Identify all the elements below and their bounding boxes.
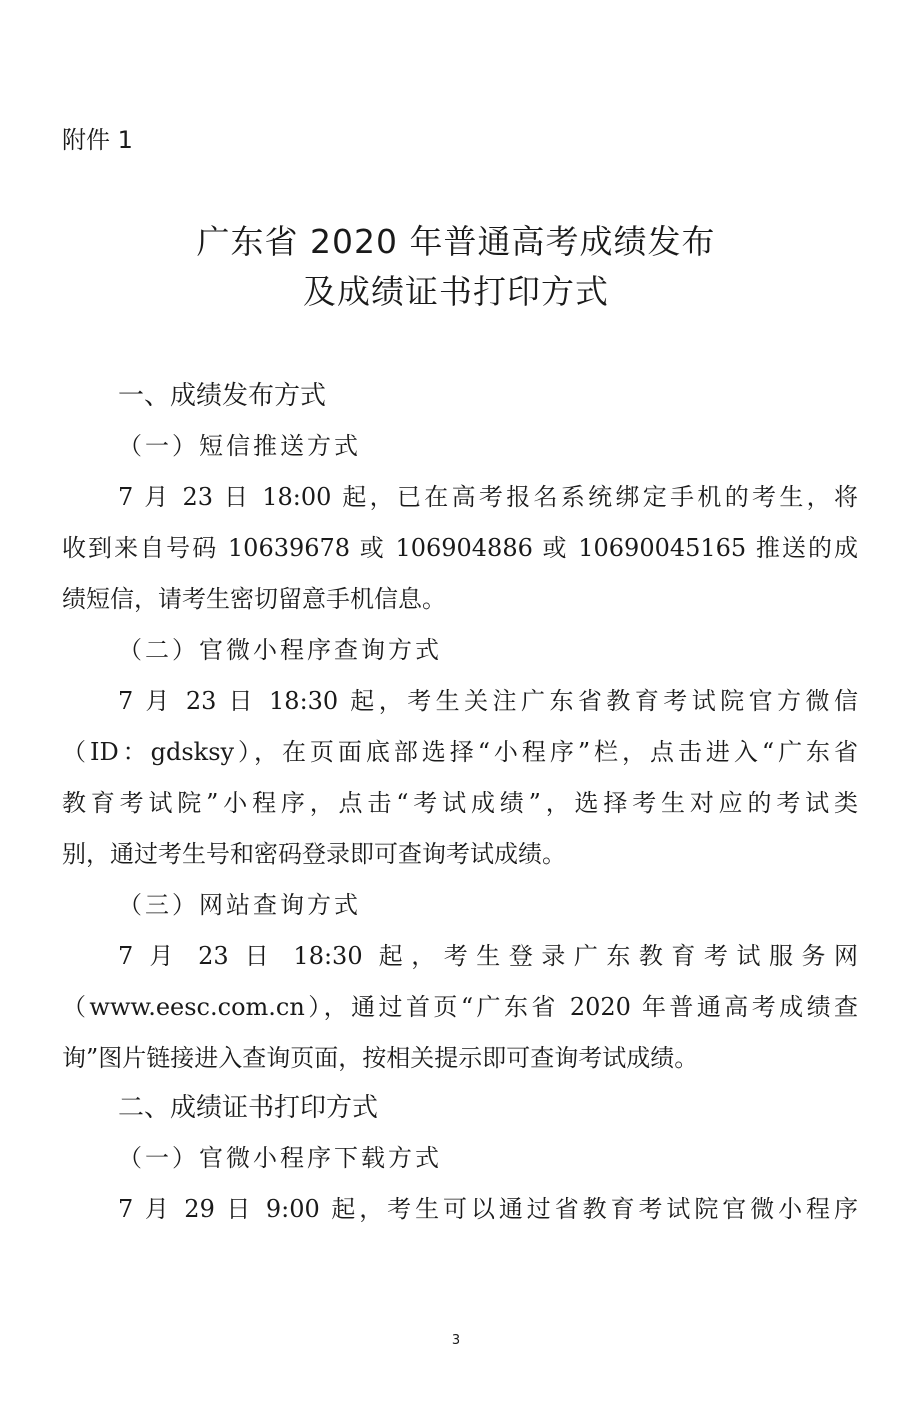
paragraph-line: 询”图片链接进入查询页面，按相关提示即可查询考试成绩。 [62, 1044, 699, 1072]
page-number: 3 [451, 1333, 461, 1348]
paragraph-line: 教育考试院”小程序，点击“考试成绩”，选择考生对应的考试类 [62, 789, 858, 817]
paragraph-line: 收到来自号码 10639678 或 106904886 或 10690045165 推送的成 [62, 534, 858, 562]
attachment-label: 附件 1 [62, 126, 133, 154]
document-title-line-1: 广东省 2020 年普通高考成绩发布 [196, 222, 716, 261]
section-1-sub-3-heading: （三）网站查询方式 [118, 891, 361, 919]
paragraph-line: 7 月 23 日 18:30 起，考生关注广东省教育考试院官方微信 [118, 687, 858, 715]
paragraph-line: （www.eesc.com.cn），通过首页“广东省 2020 年普通高考成绩查 [62, 993, 858, 1021]
section-2-sub-1-heading: （一）官微小程序下载方式 [118, 1144, 442, 1172]
document-title-line-2: 及成绩证书打印方式 [303, 272, 609, 311]
paragraph-line: 7 月 23 日 18:00 起，已在高考报名系统绑定手机的考生，将 [118, 483, 858, 511]
section-1-sub-2-heading: （二）官微小程序查询方式 [118, 636, 442, 664]
paragraph-line: （ID：gdsksy），在页面底部选择“小程序”栏，点击进入“广东省 [62, 738, 858, 766]
paragraph-line: 7 月 23 日 18:30 起，考生登录广东教育考试服务网 [118, 942, 858, 970]
section-1-sub-1-heading: （一）短信推送方式 [118, 432, 361, 460]
paragraph-line: 7 月 29 日 9:00 起，考生可以通过省教育考试院官微小程序 [118, 1195, 858, 1223]
paragraph-line: 别，通过考生号和密码登录即可查询考试成绩。 [62, 840, 566, 868]
paragraph-line: 绩短信，请考生密切留意手机信息。 [62, 585, 446, 613]
section-2-heading: 二、成绩证书打印方式 [118, 1093, 379, 1123]
section-1-heading: 一、成绩发布方式 [118, 381, 327, 411]
